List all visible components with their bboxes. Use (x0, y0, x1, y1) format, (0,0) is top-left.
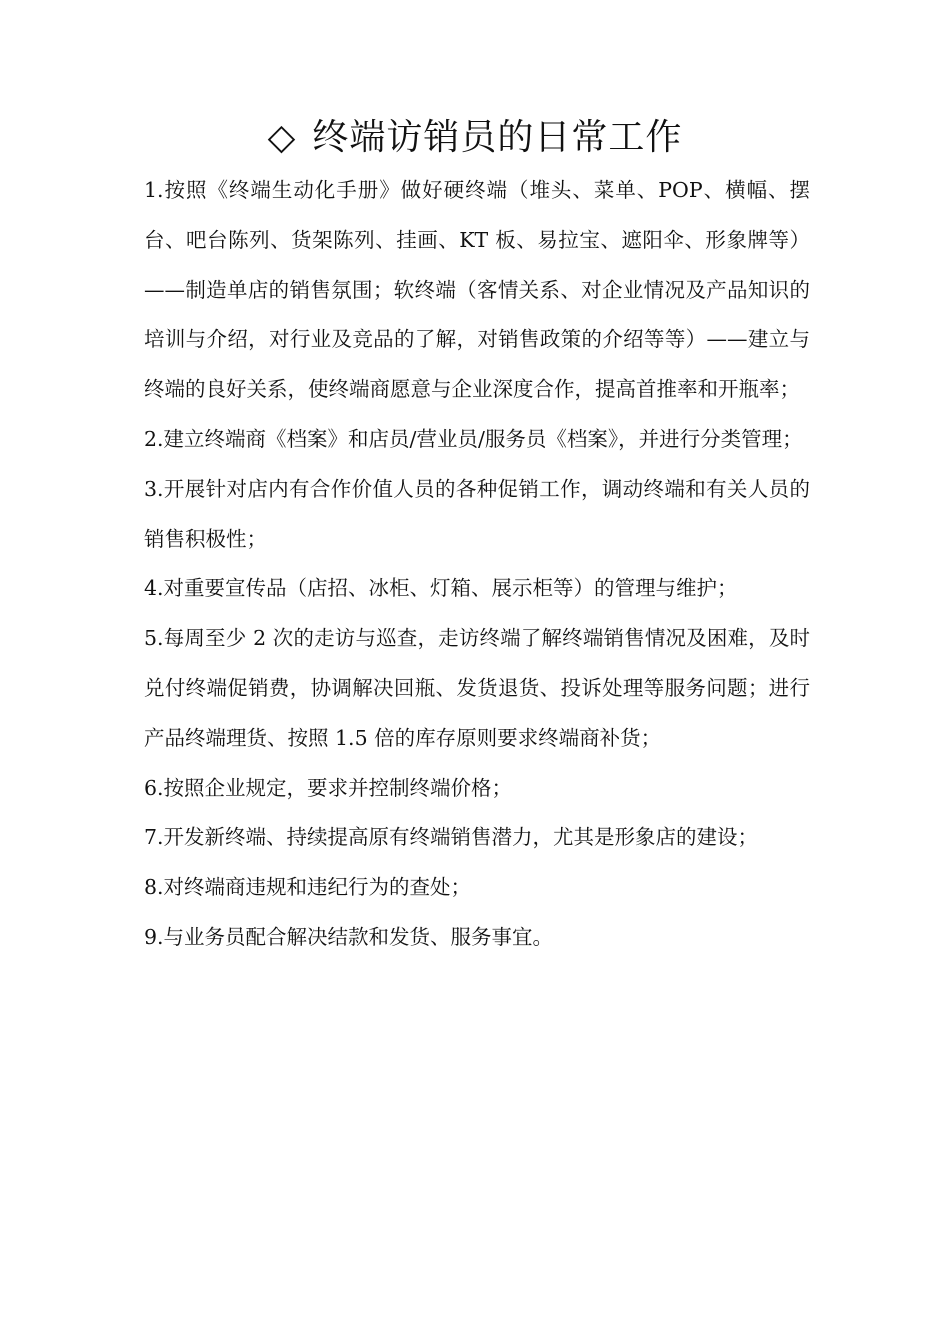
duty-item-5: 5.每周至少 2 次的走访与巡查，走访终端了解终端销售情况及困难，及时兑付终端促销费，协调解决回瓶、发货退货、投诉处理等服务问题；进行产品终端理货、按照 1.5 倍的库存原则要求终端商补货； (144, 626, 810, 750)
duty-item-3: 3.开展针对店内有合作价值人员的各种促销工作，调动终端和有关人员的销售积极性； (144, 476, 810, 551)
duty-item-9: 9.与业务员配合解决结款和发货、服务事宜。 (144, 924, 554, 949)
duty-item-4: 4.对重要宣传品（店招、冰柜、灯箱、展示柜等）的管理与维护； (144, 576, 738, 601)
duty-item-6: 6.按照企业规定，要求并控制终端价格； (144, 775, 513, 800)
duty-item-2: 2.建立终端商《档案》和店员/营业员/服务员《档案》，并进行分类管理； (144, 426, 803, 451)
page-title (0, 112, 950, 164)
duty-item-1: 1.按照《终端生动化手册》做好硬终端（堆头、菜单、POP、横幅、摆台、吧台陈列、货架陈列、挂画、KT 板、易拉宝、遮阳伞、形象牌等）——制造单店的销售氛围；软终端（客情关系、对企业情况及产品知识的培训与介绍，对行业及竞品的了解，对销售政策的介绍等等）——建立与终端的良好关系，使终端商愿意与企业深度合作，提高首推率和开瓶率； (144, 178, 810, 402)
diamond-bullet-icon: ◇ (267, 117, 297, 158)
page-title-text: 终端访销员的日常工作 (312, 117, 683, 158)
duty-item-7: 7.开发新终端、持续提高原有终端销售潜力，尤其是形象店的建设； (144, 825, 759, 850)
duty-item-8: 8.对终端商违规和违纪行为的查处； (144, 875, 472, 900)
duty-list (144, 166, 810, 963)
